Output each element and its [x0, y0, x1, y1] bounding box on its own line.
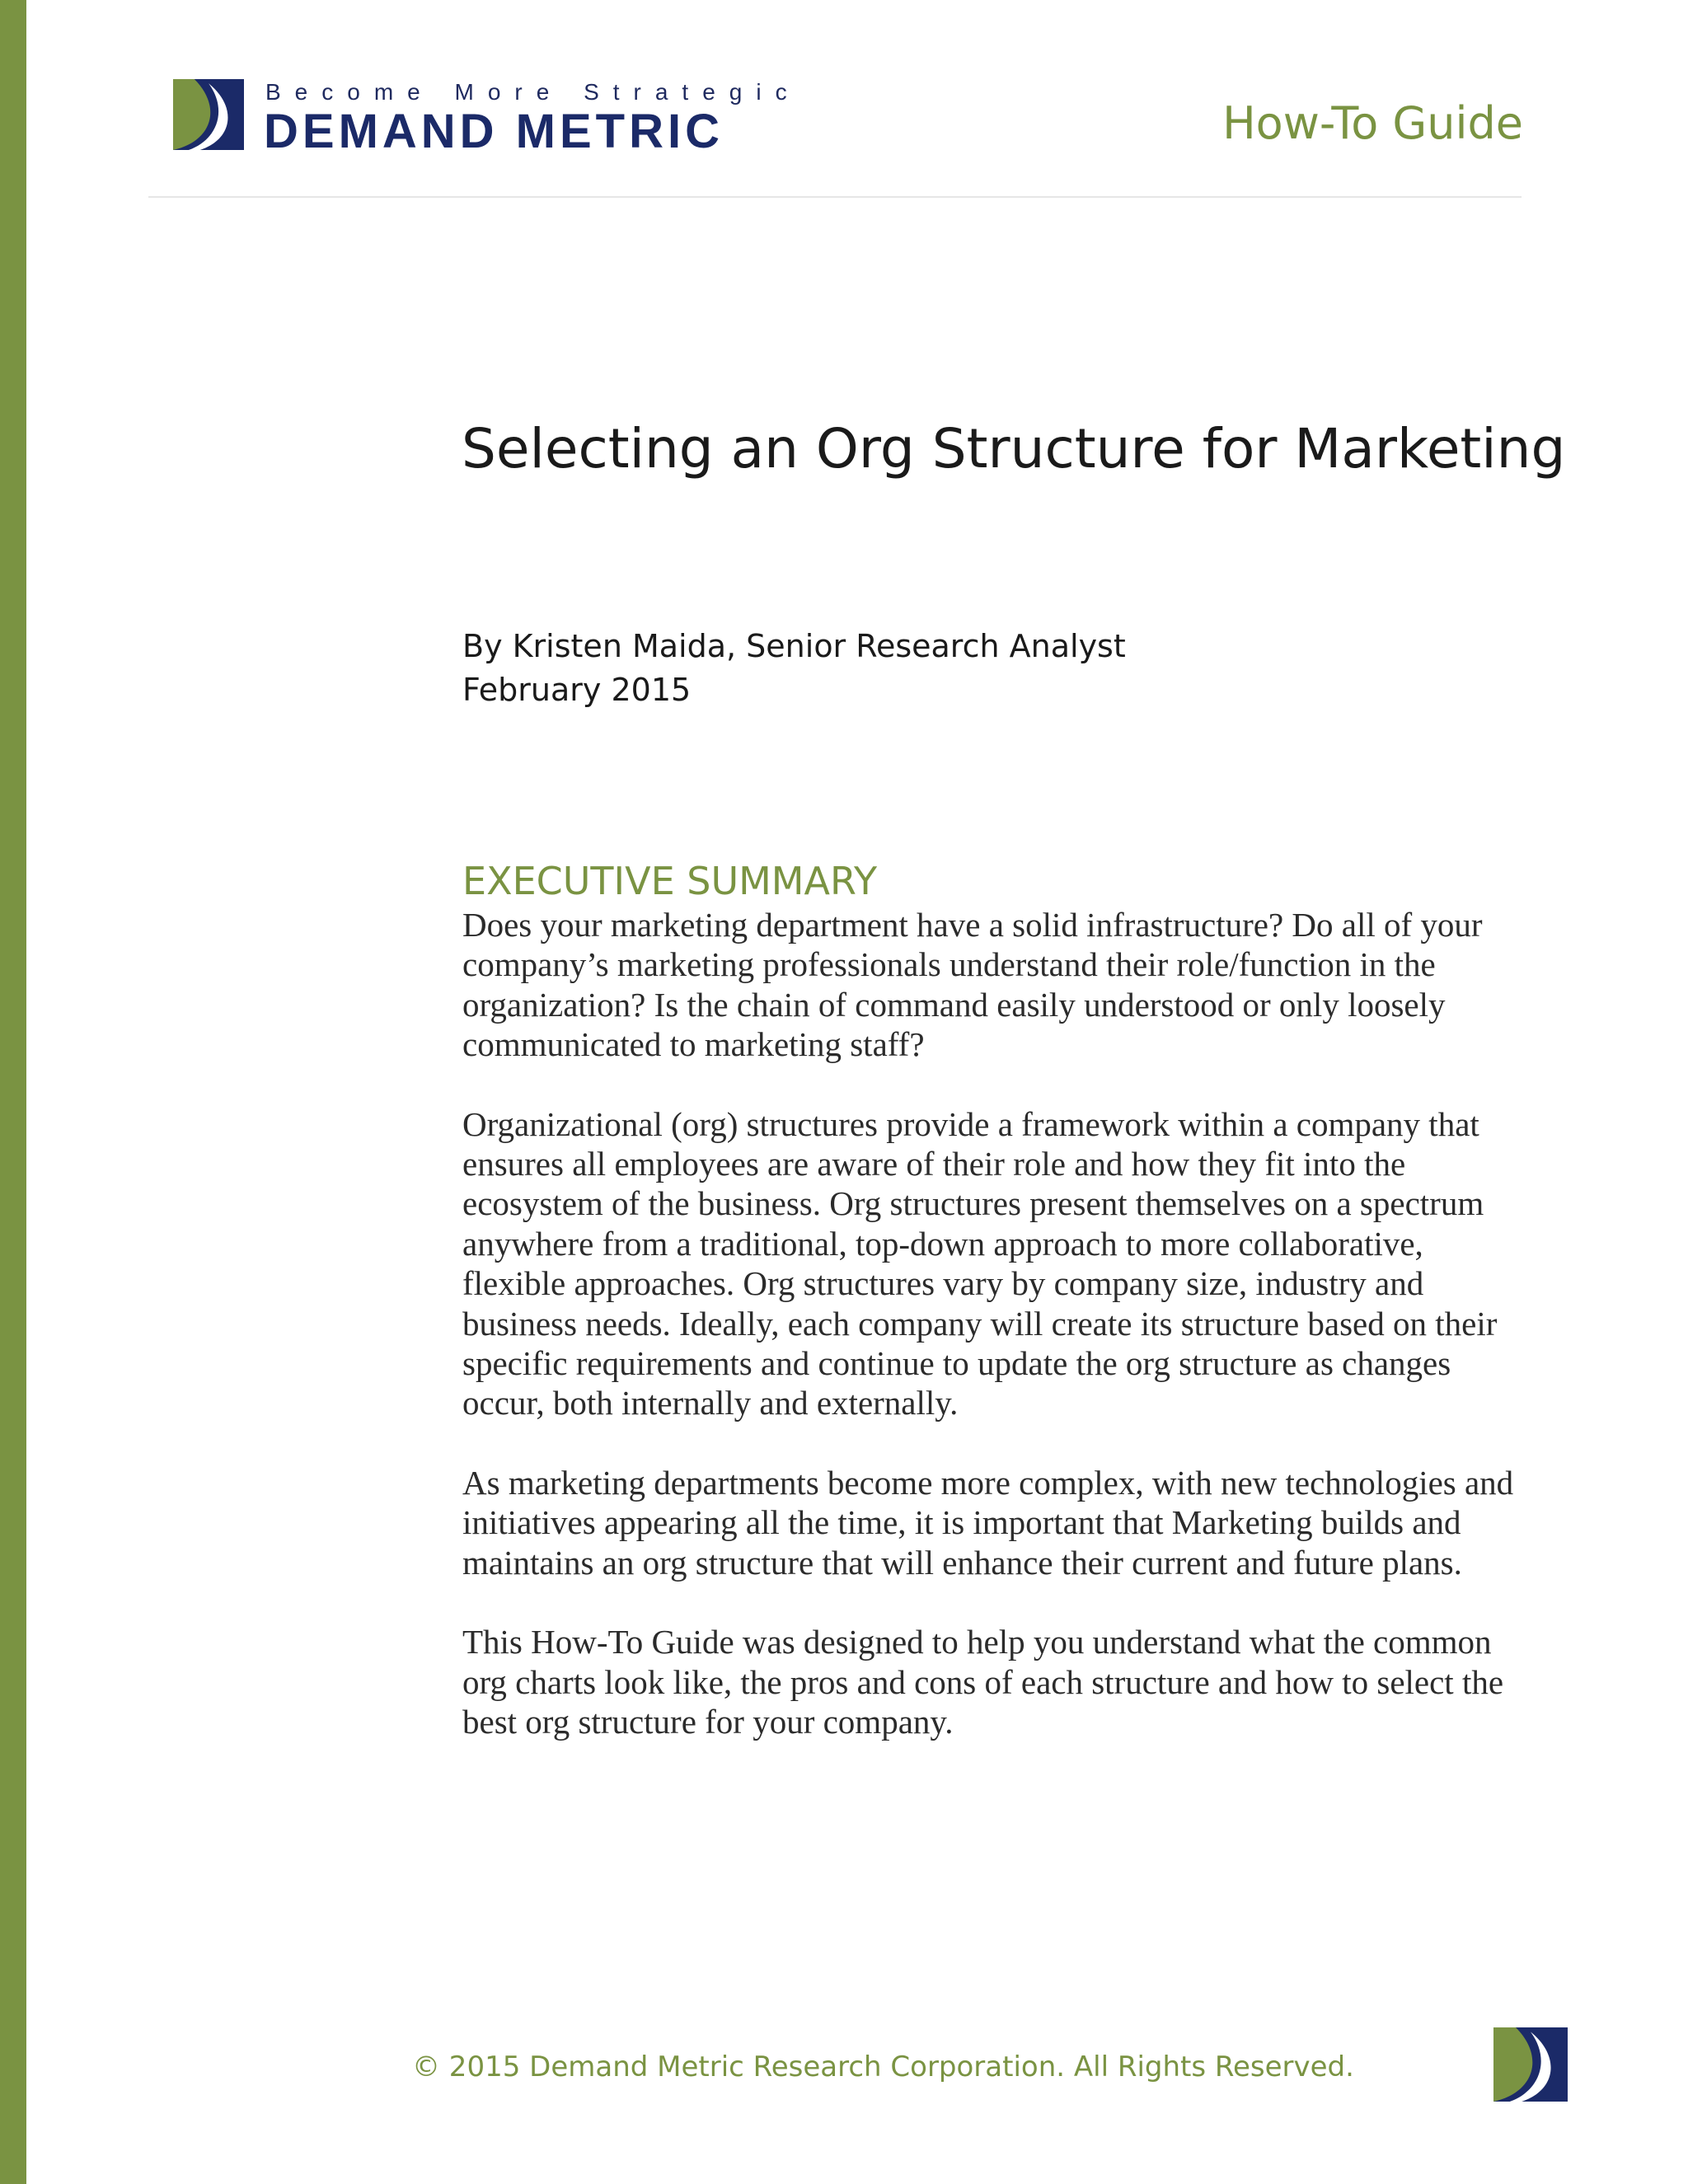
summary-paragraph-1: Does your marketing department have a solid infrastructure? Do all of your company’s marketing professionals understand their role/function in the organization? Is the chain of command easily understood or only loosely communicated to marketing staff? [462, 906, 1483, 1064]
summary-paragraph-3: As marketing departments become more complex, with new technologies and initiatives appearing all the time, it is important that Marketing builds and maintains an org structure that will enhance their current and future plans. [462, 1463, 1514, 1582]
executive-summary-body [462, 905, 1534, 1781]
footer-logo-icon [1493, 2027, 1568, 2102]
author-line: By Kristen Maida, Senior Research Analyst [462, 628, 1126, 664]
header-logo [173, 79, 824, 158]
byline [462, 625, 1126, 712]
demand-metric-logo-icon [173, 79, 244, 150]
document-title: Selecting an Org Structure for Marketing [462, 417, 1566, 480]
brand-tagline: Become More Strategic [265, 79, 801, 105]
brand-name: DEMAND METRIC [264, 105, 724, 158]
section-heading-executive-summary: EXECUTIVE SUMMARY [462, 859, 878, 903]
summary-paragraph-4: This How-To Guide was designed to help you understand what the common org charts look like, the pros and cons of each structure and how to select the best org structure for your company. [462, 1623, 1504, 1741]
header-divider [148, 196, 1522, 198]
left-accent-bar [0, 0, 26, 2184]
copyright-notice: © 2015 Demand Metric Research Corporation. All Rights Reserved. [412, 2050, 1354, 2083]
publication-date: February 2015 [462, 672, 692, 708]
document-type-label: How-To Guide [1222, 97, 1523, 149]
summary-paragraph-2: Organizational (org) structures provide a framework within a company that ensures all employees are aware of their role and how they fit into the ecosystem of the business. Org structures present themselves on a spectrum anywhere from a traditional, top-down approach to more collaborative, flexible approaches. Org structures vary by company size, industry and business needs. Ideally, each company will create its structure based on their specific requirements and continue to update the org structure as changes occur, both internally and externally. [462, 1104, 1498, 1422]
